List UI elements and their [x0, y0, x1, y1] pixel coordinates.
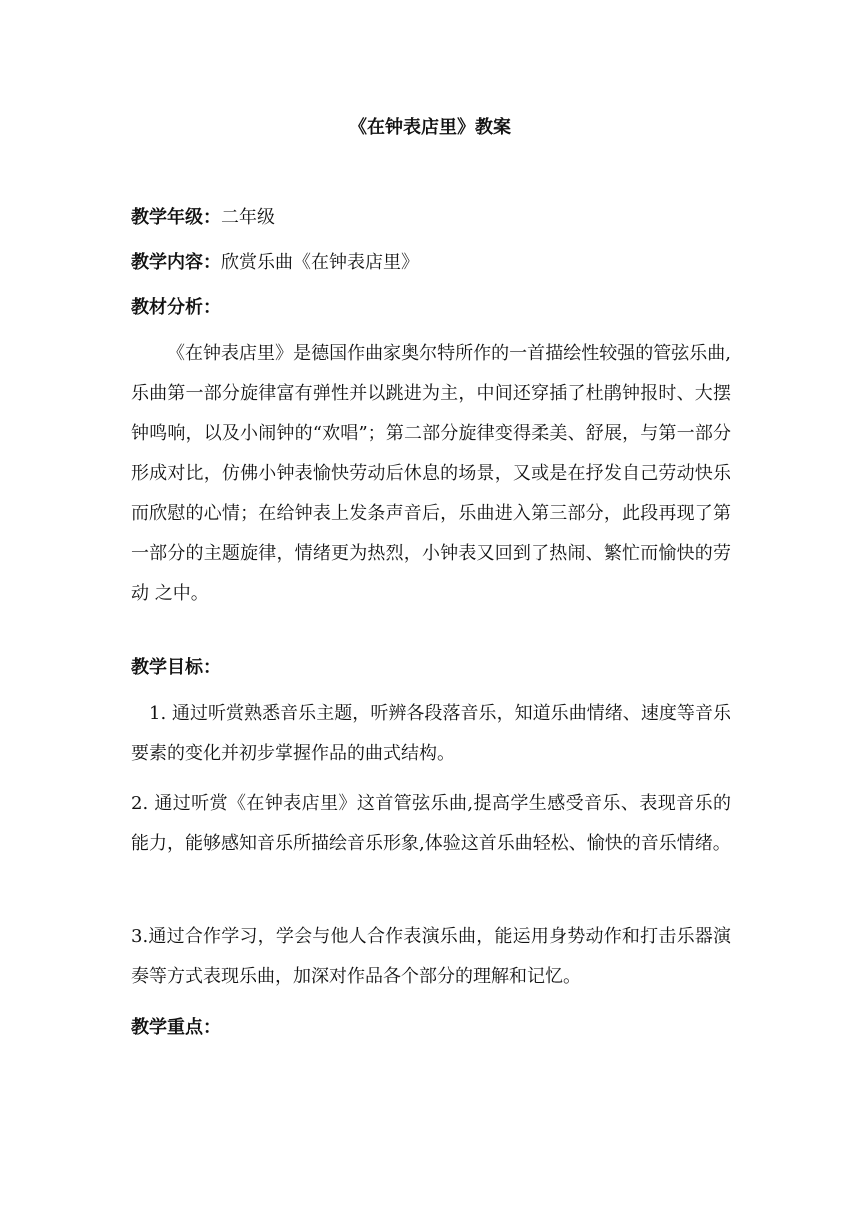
content-label: 教学内容：	[131, 252, 221, 273]
objective-item-3: 3.通过合作学习，学会与他人合作表演乐曲，能运用身势动作和打击乐器演奏等方式表现乐曲，加深对作品各个部分的理解和记忆。	[131, 926, 731, 987]
objective-item-2: 2. 通过听赏《在钟表店里》这首管弦乐曲,提高学生感受音乐、表现音乐的能力，能够感知音乐所描绘音乐形象,体验这首乐曲轻松、愉快的音乐情绪。	[131, 793, 731, 854]
document-title: 《在钟表店里》教案	[349, 117, 511, 138]
objective-item-1: 1. 通过听赏熟悉音乐主题，听辨各段落音乐，知道乐曲情绪、速度等音乐要素的变化并初步掌握作品的曲式结构。	[131, 703, 731, 764]
key-points-label: 教学重点：	[131, 1017, 221, 1038]
analysis-paragraph: 《在钟表店里》是德国作曲家奥尔特所作的一首描绘性较强的管弦乐曲,乐曲第一部分旋律富有弹性并以跳进为主，中间还穿插了杜鹃钟报时、大摆钟鸣响，以及小闹钟的“欢唱”；第二部分旋律变得柔美、舒展，与第一部分形成对比，仿佛小钟表愉快劳动后休息的场景，又或是在抒发自己劳动快乐而欣慰的心情；在给钟表上发条声音后，乐曲进入第三部分，此段再现了第一部分的主题旋律，情绪更为热烈，小钟表又回到了热闹、繁忙而愉快的劳动 之中。	[131, 343, 731, 604]
content-line	[131, 243, 731, 283]
grade-value: 二年级	[221, 207, 275, 228]
objectives-heading	[131, 648, 731, 688]
grade-label: 教学年级：	[131, 207, 221, 228]
analysis-heading	[131, 288, 731, 328]
content-value: 欣赏乐曲《在钟表店里》	[221, 252, 419, 273]
analysis-label: 教材分析：	[131, 297, 221, 318]
grade-line	[131, 198, 731, 238]
key-points-heading	[131, 1008, 731, 1048]
objectives-label: 教学目标：	[131, 657, 221, 678]
